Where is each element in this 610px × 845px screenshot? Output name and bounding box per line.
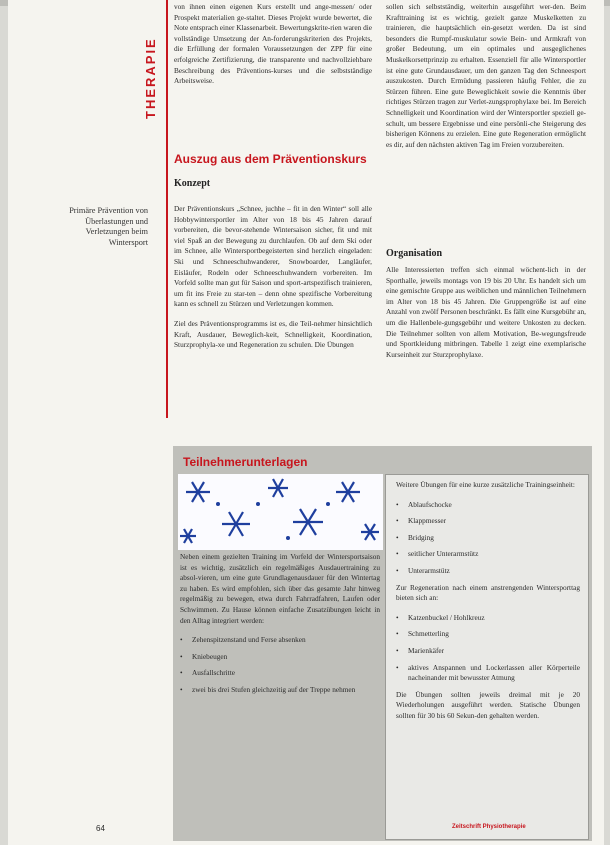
konzept-heading: Konzept (174, 178, 211, 189)
snowflake-image (178, 474, 383, 550)
list-item: • Katzenbuckel / Hohlkreuz (396, 612, 485, 622)
red-rule (166, 0, 168, 418)
list-item: • zwei bis drei Stufen gleichzeitig auf der Treppe nehmen (180, 684, 356, 694)
journal-name: Zeitschrift Physiotherapie (452, 824, 526, 830)
list-item: • Marienkäfer (396, 645, 445, 655)
paragraph: Zur Regeneration nach einem anstrengenden Wintersporttag bieten sich an: (396, 582, 580, 603)
organisation-heading: Organisation (386, 248, 443, 259)
column-left-top (174, 2, 372, 96)
paragraph: Ziel des Präventionsprogramms ist es, die Teil-nehmer hinsichtlich Kraft, Ausdauer, Beweglich-keit, Schnelligkeit, Koordination, Sturzprophyla-xe und Regeneration zu schulen. Die Übungen (174, 318, 372, 350)
column-left-body (174, 204, 372, 360)
box-heading: Teilnehmerunterlagen (183, 455, 308, 469)
box-right-column (396, 480, 580, 731)
list-item: • Ablaufschocke (396, 499, 452, 509)
list-item: • Bridging (396, 532, 434, 542)
list-item: • Schmetterling (396, 629, 449, 639)
section-tag: THERAPIE (143, 37, 158, 119)
list-item: • Ausfallschritte (180, 668, 235, 678)
box-left-column (180, 552, 380, 702)
list-item: • seitlicher Unterarmstütz (396, 549, 479, 559)
column-right-top (386, 2, 586, 159)
paragraph: Alle Interessierten treffen sich einmal wöchent-lich in der Sporthalle, jeweils montags von 19 bis 20 Uhr. Es handelt sich um eine gemischte Gruppe aus weiblichen und männlichen Teilnehmern im Alter von 18 bis 45 Jahren. Die Gruppengröße ist auf eine Anzahl von zwölf Personen beschränkt. Es fällt eine Kursgebühr an, um die Hallenbele-gungsgebühr und weitere Unkosten zu decken. Die Teilnehmer sollten von allem Motivation, Be-wegungsfreude und Sportkleidung mitbringen. Tabelle 1 zeigt eine exemplarische Kurseinheit zur Sturzprophylaxe. (386, 265, 586, 359)
paragraph: Der Präventionskurs „Schnee, juchhe – fit in den Winter“ soll alle Hobbywintersportler im Alter von 18 bis 45 Jahren darauf vorbereiten, die bevor-stehende Wintersaison sicher, fit und mit viel Spaß an der Bewegung zu durchlaufen. Ob auf dem Ski oder im Schnee, alle Wintersportbegeisterten sind herzlich eingeladen: Ski und Schneeschuhwanderer, Snowboarder, Langläufer, Eisläufer, Rodeln oder Schneeschuhwandern vorbereiten. Im Vorfeld sollte man gut für Saison und sport-artspezifisch trainieren, um fit ins Freie zu star-ten – denn ohne spezifische Vorbereitung kann es schnell zu Stürzen und Verletzungen kommen. (174, 204, 372, 309)
snowflake-pattern-icon (178, 474, 383, 550)
paragraph: von ihnen einen eigenen Kurs erstellt und ange-messen/ oder Prospekt materialien ge-staltet. Dieses Projekt wurde bewertet, die Note entsprach einer Klassenarbeit. Bewertungskrite-rien waren die vollständige Umsetzung der An-forderungskriterien des Projekts, die Erfüllung der formalen Voraussetzungen der ZPP für eine erfolgreiche Zertifizierung, die transparente und nachvollziehbare Beschreibung des Präventions-kurses und die selbstständige Arbeitsweise. (174, 2, 372, 86)
section-heading: Auszug aus dem Präventionskurs (174, 152, 367, 166)
list-item: • Unterarmstütz (396, 565, 450, 575)
sidebar-note: Primäre Prävention von Überlastungen und Verletzungen beim Wintersport (69, 206, 148, 247)
paragraph: Die Übungen sollten jeweils dreimal mit je 20 Wiederholungen ausgeführt werden. Statische Übungen sollten für 30 bis 60 Sekun-den gehalten werden. (396, 689, 580, 720)
list-item: • Zehenspitzenstand und Ferse absenken (180, 635, 306, 645)
page-number: 64 (96, 824, 105, 833)
paragraph: Weitere Übungen für eine kurze zusätzliche Trainingseinheit: (396, 480, 575, 489)
paragraph: sollen sich selbstständig, weiterhin ausgeführt wer-den. Beim Krafttraining ist es wichtig, gezielt ganze Muskelketten zu trainieren, die hauptsächlich ein-gesetzt werden. Da ist sind besonders die Rumpf-muskulatur sowie Bein- und Armkraft von großer Bedeutung, um ein optimales und ausgeglichenes Muskelkorsettprinzip zu erhalten. Essenziell für alle Wintersportler ist eine gute Grundausdauer, um den ganzen Tag den Schneesport auszukosten. Durch Ermüdung passieren häufig Fehler, die zu Stürzen führen. Eine gute Beweglichkeit sowie die Kenntnis über richtiges Stürzen tragen zur Verlet-zungsprophylaxe bei. Im Bereich Schnelligkeit und Koordination wird der Wintersportler speziell ge-schult, um bessere Ergebnisse und eine persönli-che Steigerung des bisherigen Könnens zu erzielen. Eine gute Regeneration ermöglicht es dir, auf den nächsten aktiven Tag im Freien vorzubereiten. (386, 2, 586, 149)
list-item: • Klappmesser (396, 516, 447, 526)
column-right-body (386, 265, 586, 369)
list-item: • aktives Anspannen und Lockerlassen aller Körperteile nacheinander mit bewusster Atmung (396, 662, 580, 683)
paragraph: Neben einem gezielten Training im Vorfeld der Wintersportsaison ist es wichtig, zusätzlich ein regelmäßiges Ausdauertraining zu absol-vieren, um eine gute Grundlagenausdauer für den Wintertag zu haben. Es wird empfohlen, sich über das gesamte Jahr hinweg regelmäßig zu bewegen, etwa durch Fahrradfahren, Laufen oder Schwimmen. Zu Hause können einfache Zusatzübungen leicht in den Alltag integriert werden: (180, 552, 380, 625)
list-item: • Kniebeugen (180, 651, 228, 661)
